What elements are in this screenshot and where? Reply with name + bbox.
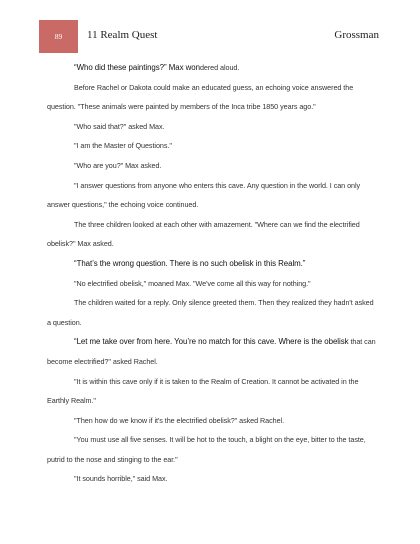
paragraph: "I answer questions from anyone who enters this cave. Any question in the world. I can only answer questions," the echoing voice continued. [47, 180, 361, 210]
paragraph [47, 58, 379, 78]
body-text [47, 58, 379, 489]
highlight-text: “Who did these paintings?” Max won [74, 63, 200, 72]
paragraph-text: dered aloud. [199, 63, 240, 72]
paragraph: "Who said that?" asked Max. [74, 121, 165, 131]
paragraph: Before Rachel or Dakota could make an educated guess, an echoing voice answered the question. "These animals were painted by members of the Inca tribe 1850 years ago." [47, 82, 354, 112]
highlight-text: “Let me take over from here. You’re no match for this cave. Where is the obelisk [74, 337, 349, 347]
paragraph: "It sounds horrible," said Max. [74, 474, 168, 484]
paragraph: “That’s the wrong question. There is no such obelisk in this Realm.” [74, 258, 306, 268]
paragraph: "No electrified obelisk," moaned Max. "We've come all this way for nothing." [74, 278, 311, 288]
page-number-badge: 89 [39, 20, 78, 53]
paragraph: The three children looked at each other with amazement. "Where can we find the electrified obelisk?" Max asked. [47, 219, 360, 249]
paragraph: "I am the Master of Questions." [74, 141, 172, 151]
paragraph: "It is within this cave only if it is taken to the Realm of Creation. It cannot be activated in the Earthly Realm." [47, 376, 359, 406]
paragraph [47, 332, 379, 371]
paragraph: The children waited for a reply. Only silence greeted them. Then they realized they hadn't asked a question. [47, 298, 374, 327]
paragraph: "Then how do we know if it's the electrified obelisk?" asked Rachel. [74, 415, 285, 425]
running-header-title: 11 Realm Quest [87, 29, 158, 41]
running-header-author: Grossman [334, 29, 379, 41]
paragraph: "Who are you?" Max asked. [74, 160, 162, 170]
paragraph-text: that can become electrified?" asked Rachel. [47, 337, 376, 366]
paragraph: "You must use all five senses. It will be hot to the touch, a blight on the eye, bitter to the taste, putrid to the nose and stinging to the ear." [47, 435, 366, 464]
